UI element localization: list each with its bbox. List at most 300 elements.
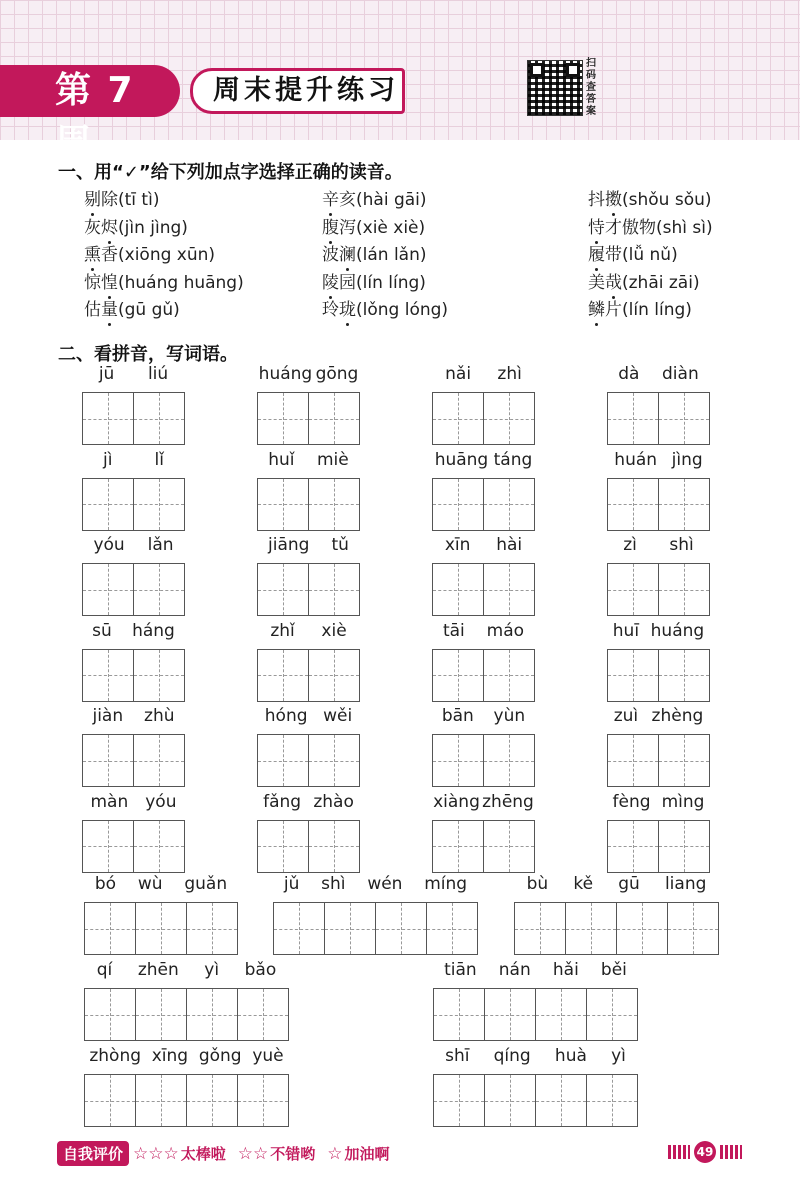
writing-cell[interactable]	[83, 564, 134, 615]
reading-item[interactable]	[322, 268, 426, 293]
reading-item[interactable]	[84, 240, 215, 265]
pinyin-syllable: zhào	[313, 791, 354, 812]
pinyin-syllable: zhèng	[651, 706, 704, 726]
word-writing-group	[257, 364, 360, 445]
pinyin-label	[82, 535, 185, 561]
word-writing-group	[432, 364, 535, 445]
reading-item[interactable]	[588, 240, 678, 265]
pinyin-syllable: wěi	[323, 706, 353, 726]
pinyin-syllable: shī	[445, 1046, 470, 1066]
pinyin-syllable: xīng	[151, 1046, 189, 1066]
writing-cell[interactable]	[238, 1075, 289, 1126]
pinyin-syllable: zhòng	[89, 1046, 142, 1066]
reading-options: (jìn jìng)	[118, 217, 188, 238]
word-writing-group	[257, 706, 360, 787]
dotted-char: 惶	[101, 272, 118, 293]
reading-item[interactable]	[588, 213, 713, 238]
pinyin-label	[432, 621, 535, 647]
writing-cell[interactable]	[427, 903, 478, 954]
writing-cell[interactable]	[433, 479, 484, 530]
page-title: 周末提升练习	[190, 68, 405, 114]
section2-title: 二、看拼音，写词语。	[58, 344, 238, 365]
writing-cell[interactable]	[608, 564, 659, 615]
writing-cell[interactable]	[433, 650, 484, 701]
word-writing-group	[257, 535, 360, 616]
word-writing-group	[432, 535, 535, 616]
pinyin-syllable: huà	[554, 1046, 587, 1066]
pinyin-label	[514, 874, 719, 900]
pinyin-syllable: jì	[103, 449, 113, 470]
two-star-icon[interactable]: ☆☆	[237, 1143, 269, 1164]
tianzige-boxes	[82, 392, 185, 445]
word-writing-group	[273, 874, 478, 955]
writing-cell[interactable]	[134, 821, 185, 872]
writing-cell[interactable]	[434, 989, 485, 1040]
tianzige-boxes	[607, 563, 710, 616]
reading-prefix: 抖	[588, 190, 605, 210]
reading-options: (lǒng lóng)	[356, 300, 449, 320]
word-writing-group	[433, 1046, 638, 1127]
writing-cell[interactable]	[659, 650, 710, 701]
pinyin-syllable: táng	[493, 449, 533, 470]
word-writing-group	[82, 706, 185, 787]
writing-cell[interactable]	[187, 1075, 238, 1126]
pinyin-syllable: jǔ	[283, 874, 300, 894]
self-evaluation	[57, 1141, 402, 1166]
pinyin-label	[257, 792, 360, 818]
pinyin-label	[607, 792, 710, 818]
tianzige-boxes	[432, 563, 535, 616]
word-writing-group	[84, 1046, 289, 1127]
pinyin-syllable: háng	[132, 620, 175, 641]
tianzige-boxes	[82, 478, 185, 531]
word-writing-group	[82, 621, 185, 702]
tianzige-boxes	[607, 734, 710, 787]
writing-cell[interactable]	[433, 393, 484, 444]
writing-cell[interactable]	[238, 989, 289, 1040]
writing-cell[interactable]	[258, 735, 309, 786]
writing-cell[interactable]	[187, 989, 238, 1040]
reading-item[interactable]	[322, 240, 427, 265]
reading-options: 除(tī tì)	[101, 190, 160, 210]
writing-cell[interactable]	[136, 1075, 187, 1126]
pinyin-syllable: jìng	[671, 449, 703, 470]
tianzige-boxes	[433, 1074, 638, 1127]
reading-prefix: 灰	[84, 217, 101, 238]
pinyin-syllable: fǎng	[263, 791, 302, 812]
pinyin-syllable: jiāng	[268, 535, 310, 555]
writing-cell[interactable]	[608, 821, 659, 872]
pinyin-syllable: diàn	[662, 364, 699, 384]
writing-cell[interactable]	[83, 479, 134, 530]
reading-prefix: 估	[84, 300, 101, 320]
writing-cell[interactable]	[608, 735, 659, 786]
week-label: 第 7 周	[0, 65, 180, 117]
dotted-char: 陵	[322, 272, 339, 293]
writing-cell[interactable]	[83, 821, 134, 872]
writing-cell[interactable]	[187, 903, 238, 954]
pinyin-syllable: shì	[669, 535, 694, 555]
tianzige-boxes	[257, 649, 360, 702]
pinyin-syllable: liang	[664, 874, 707, 894]
reading-item[interactable]	[84, 185, 159, 210]
three-star-icon[interactable]: ☆☆☆	[133, 1143, 179, 1164]
tianzige-boxes	[84, 902, 238, 955]
writing-cell[interactable]	[433, 821, 484, 872]
writing-cell[interactable]	[309, 821, 360, 872]
pinyin-syllable: xiàng	[433, 791, 480, 812]
pinyin-label	[432, 706, 535, 732]
tianzige-boxes	[257, 478, 360, 531]
tianzige-boxes	[257, 820, 360, 873]
writing-cell[interactable]	[484, 393, 535, 444]
writing-cell[interactable]	[659, 479, 710, 530]
writing-cell[interactable]	[659, 564, 710, 615]
pinyin-syllable: mìng	[661, 791, 705, 812]
tianzige-boxes	[432, 649, 535, 702]
pinyin-syllable: hóng	[264, 706, 308, 726]
pinyin-label	[82, 792, 185, 818]
tianzige-boxes	[432, 734, 535, 787]
pinyin-syllable: jū	[98, 364, 115, 384]
pinyin-label	[84, 1046, 289, 1072]
writing-cell[interactable]	[484, 650, 535, 701]
tianzige-boxes	[84, 1074, 289, 1127]
word-writing-group	[607, 535, 710, 616]
pinyin-syllable: bǎo	[244, 960, 277, 980]
reading-options: (huáng huāng)	[118, 272, 244, 293]
reading-item[interactable]	[322, 213, 425, 238]
writing-cell[interactable]	[587, 989, 638, 1040]
writing-cell[interactable]	[85, 1075, 136, 1126]
decoration-icon	[720, 1145, 742, 1159]
pinyin-syllable: zhì	[497, 364, 522, 384]
writing-cell[interactable]	[485, 989, 536, 1040]
writing-cell[interactable]	[258, 821, 309, 872]
pinyin-syllable: fèng	[612, 791, 651, 812]
tianzige-boxes	[82, 563, 185, 616]
word-writing-group	[82, 792, 185, 873]
tianzige-boxes	[433, 988, 638, 1041]
writing-cell[interactable]	[566, 903, 617, 954]
pinyin-label	[257, 364, 360, 390]
pinyin-syllable: bān	[441, 706, 474, 726]
pinyin-label	[257, 621, 360, 647]
writing-cell[interactable]	[587, 1075, 638, 1126]
writing-cell[interactable]	[484, 479, 535, 530]
pinyin-label	[82, 450, 185, 476]
tianzige-boxes	[607, 392, 710, 445]
pinyin-syllable: bù	[526, 874, 549, 894]
pinyin-syllable: lǎn	[147, 535, 174, 555]
writing-cell[interactable]	[659, 393, 710, 444]
tianzige-boxes	[514, 902, 719, 955]
writing-cell[interactable]	[85, 903, 136, 954]
writing-cell[interactable]	[83, 735, 134, 786]
reading-options: 片(lín líng)	[605, 300, 692, 320]
word-writing-group	[84, 960, 289, 1041]
qr-code-icon[interactable]	[527, 60, 583, 116]
reading-item[interactable]	[588, 185, 712, 210]
page-number: 49	[694, 1141, 716, 1163]
qr-label: 扫码查答案	[586, 58, 596, 117]
writing-cell[interactable]	[608, 479, 659, 530]
pinyin-syllable: zhǐ	[270, 620, 295, 641]
reading-item[interactable]	[322, 295, 448, 320]
pinyin-syllable: yùn	[493, 706, 526, 726]
writing-cell[interactable]	[85, 989, 136, 1040]
pinyin-syllable: miè	[317, 449, 349, 470]
tianzige-boxes	[432, 478, 535, 531]
pinyin-syllable: jiàn	[92, 706, 124, 726]
writing-cell[interactable]	[325, 903, 376, 954]
writing-cell[interactable]	[134, 564, 185, 615]
writing-cell[interactable]	[258, 479, 309, 530]
word-writing-group	[607, 621, 710, 702]
tianzige-boxes	[273, 902, 478, 955]
dotted-char: 量	[101, 300, 118, 320]
dotted-char: 剔	[84, 190, 101, 210]
reading-options: 才傲物(shì sì)	[605, 217, 713, 238]
reading-options: 带(lǚ nǔ)	[605, 245, 678, 265]
pinyin-syllable: qí	[96, 960, 113, 980]
tianzige-boxes	[432, 820, 535, 873]
pinyin-syllable: nǎi	[445, 364, 472, 384]
pinyin-label	[433, 960, 638, 986]
dotted-char: 腹	[322, 217, 339, 238]
reading-prefix: 玲	[322, 300, 339, 320]
pinyin-syllable: guǎn	[184, 874, 228, 894]
pinyin-syllable: tiān	[444, 960, 477, 980]
writing-cell[interactable]	[484, 564, 535, 615]
writing-cell[interactable]	[608, 650, 659, 701]
pinyin-label	[607, 621, 710, 647]
eval-good: 不错哟	[270, 1145, 316, 1163]
pinyin-syllable: yóu	[93, 535, 125, 555]
pinyin-syllable: bó	[94, 874, 117, 894]
reading-item[interactable]	[588, 295, 692, 320]
writing-cell[interactable]	[83, 650, 134, 701]
pinyin-label	[432, 450, 535, 476]
writing-cell[interactable]	[309, 393, 360, 444]
word-writing-group	[82, 450, 185, 531]
tianzige-boxes	[607, 820, 710, 873]
writing-cell[interactable]	[258, 393, 309, 444]
dotted-char: 烬	[101, 217, 118, 238]
reading-item[interactable]	[588, 268, 700, 293]
pinyin-syllable: yì	[204, 960, 220, 980]
writing-cell[interactable]	[376, 903, 427, 954]
one-star-icon[interactable]: ☆	[327, 1143, 343, 1164]
writing-cell[interactable]	[433, 735, 484, 786]
writing-cell[interactable]	[434, 1075, 485, 1126]
pinyin-syllable: máo	[486, 620, 525, 641]
reading-options: 园(lín líng)	[339, 272, 426, 293]
writing-cell[interactable]	[134, 735, 185, 786]
pinyin-syllable: gǒng	[198, 1046, 242, 1066]
tianzige-boxes	[82, 649, 185, 702]
word-writing-group	[432, 792, 535, 873]
pinyin-syllable: zhù	[144, 706, 175, 726]
pinyin-label	[273, 874, 478, 900]
word-writing-group	[257, 792, 360, 873]
writing-cell[interactable]	[274, 903, 325, 954]
reading-options: 泻(xiè xiè)	[339, 217, 426, 238]
writing-cell[interactable]	[515, 903, 566, 954]
pinyin-label	[82, 621, 185, 647]
reading-item[interactable]	[84, 213, 188, 238]
writing-cell[interactable]	[83, 393, 134, 444]
pinyin-syllable: nán	[498, 960, 531, 980]
writing-cell[interactable]	[309, 479, 360, 530]
word-writing-group	[257, 450, 360, 531]
tianzige-boxes	[84, 988, 289, 1041]
writing-cell[interactable]	[258, 564, 309, 615]
dotted-char: 恃	[588, 217, 605, 238]
reading-prefix: 惊	[84, 272, 101, 293]
writing-cell[interactable]	[309, 564, 360, 615]
pinyin-syllable: huǐ	[268, 449, 295, 470]
writing-cell[interactable]	[134, 650, 185, 701]
dotted-char: 哉	[605, 272, 622, 293]
page-number-badge	[665, 1141, 745, 1163]
tianzige-boxes	[257, 734, 360, 787]
reading-options: 亥(hài gāi)	[339, 190, 427, 210]
word-writing-group	[84, 874, 238, 955]
word-writing-group	[514, 874, 719, 955]
pinyin-syllable: màn	[90, 791, 129, 812]
writing-cell[interactable]	[608, 393, 659, 444]
decoration-icon	[668, 1145, 690, 1159]
pinyin-syllable: xīn	[444, 535, 471, 555]
dotted-char: 珑	[339, 300, 356, 320]
writing-cell[interactable]	[258, 650, 309, 701]
reading-options: (zhāi zāi)	[622, 272, 700, 293]
reading-options: (gū gǔ)	[118, 300, 180, 320]
pinyin-syllable: gū	[618, 874, 640, 894]
reading-options: (lán lǎn)	[356, 245, 427, 265]
writing-cell[interactable]	[309, 735, 360, 786]
writing-cell[interactable]	[136, 903, 187, 954]
word-writing-group	[607, 706, 710, 787]
reading-options: 香(xiōng xūn)	[101, 245, 216, 265]
writing-cell[interactable]	[134, 479, 185, 530]
pinyin-syllable: zhēn	[137, 960, 179, 980]
tianzige-boxes	[82, 820, 185, 873]
pinyin-label	[82, 364, 185, 390]
pinyin-syllable: huī	[612, 620, 640, 641]
writing-cell[interactable]	[484, 735, 535, 786]
pinyin-syllable: míng	[424, 874, 468, 894]
eval-title: 自我评价	[57, 1141, 129, 1166]
dotted-char: 擞	[605, 190, 622, 210]
pinyin-syllable: zhēng	[482, 791, 534, 812]
word-writing-group	[607, 792, 710, 873]
pinyin-label	[82, 706, 185, 732]
writing-cell[interactable]	[668, 903, 719, 954]
word-writing-group	[82, 364, 185, 445]
pinyin-syllable: hǎi	[552, 960, 579, 980]
pinyin-syllable: gōng	[315, 364, 359, 384]
pinyin-label	[257, 450, 360, 476]
pinyin-syllable: běi	[600, 960, 627, 980]
tianzige-boxes	[82, 734, 185, 787]
pinyin-syllable: dà	[618, 364, 640, 384]
word-writing-group	[432, 706, 535, 787]
reading-item[interactable]	[322, 185, 427, 210]
reading-options: (shǒu sǒu)	[622, 190, 712, 210]
pinyin-syllable: shì	[321, 874, 346, 894]
writing-cell[interactable]	[484, 821, 535, 872]
tianzige-boxes	[432, 392, 535, 445]
pinyin-label	[607, 706, 710, 732]
pinyin-label	[84, 874, 238, 900]
writing-cell[interactable]	[617, 903, 668, 954]
dotted-char: 辛	[322, 190, 339, 210]
tianzige-boxes	[257, 563, 360, 616]
pinyin-syllable: yì	[611, 1046, 626, 1066]
tianzige-boxes	[257, 392, 360, 445]
pinyin-syllable: hài	[496, 535, 523, 555]
writing-cell[interactable]	[309, 650, 360, 701]
pinyin-syllable: tāi	[442, 620, 465, 641]
word-writing-group	[82, 535, 185, 616]
pinyin-syllable: yuè	[252, 1046, 284, 1066]
pinyin-syllable: huáng	[650, 620, 705, 641]
dotted-char: 澜	[339, 245, 356, 265]
pinyin-syllable: yóu	[145, 791, 177, 812]
word-writing-group	[432, 621, 535, 702]
reading-item[interactable]	[84, 295, 180, 320]
pinyin-label	[607, 450, 710, 476]
pinyin-syllable: sū	[92, 620, 112, 641]
pinyin-syllable: huāng	[434, 449, 489, 470]
writing-cell[interactable]	[659, 735, 710, 786]
pinyin-label	[433, 1046, 638, 1072]
reading-prefix: 波	[322, 245, 339, 265]
pinyin-syllable: zuì	[613, 706, 639, 726]
tianzige-boxes	[607, 649, 710, 702]
pinyin-syllable: wén	[367, 874, 403, 894]
writing-cell[interactable]	[536, 1075, 587, 1126]
writing-cell[interactable]	[659, 821, 710, 872]
pinyin-syllable: zì	[623, 535, 637, 555]
tianzige-boxes	[607, 478, 710, 531]
writing-cell[interactable]	[485, 1075, 536, 1126]
pinyin-label	[257, 706, 360, 732]
pinyin-label	[257, 535, 360, 561]
pinyin-syllable: huáng	[258, 364, 313, 384]
word-writing-group	[432, 450, 535, 531]
writing-cell[interactable]	[536, 989, 587, 1040]
eval-great: 太棒啦	[180, 1145, 226, 1163]
writing-cell[interactable]	[136, 989, 187, 1040]
pinyin-label	[84, 960, 289, 986]
pinyin-syllable: wù	[137, 874, 163, 894]
writing-cell[interactable]	[134, 393, 185, 444]
writing-cell[interactable]	[433, 564, 484, 615]
word-writing-group	[257, 621, 360, 702]
pinyin-syllable: xiè	[321, 620, 347, 641]
reading-item[interactable]	[84, 268, 244, 293]
pinyin-syllable: kě	[573, 874, 594, 894]
pinyin-syllable: tǔ	[331, 535, 349, 555]
pinyin-label	[432, 792, 535, 818]
dotted-char: 熏	[84, 245, 101, 265]
pinyin-syllable: huán	[614, 449, 658, 470]
eval-keep-going: 加油啊	[344, 1145, 390, 1163]
pinyin-syllable: qíng	[493, 1046, 531, 1066]
